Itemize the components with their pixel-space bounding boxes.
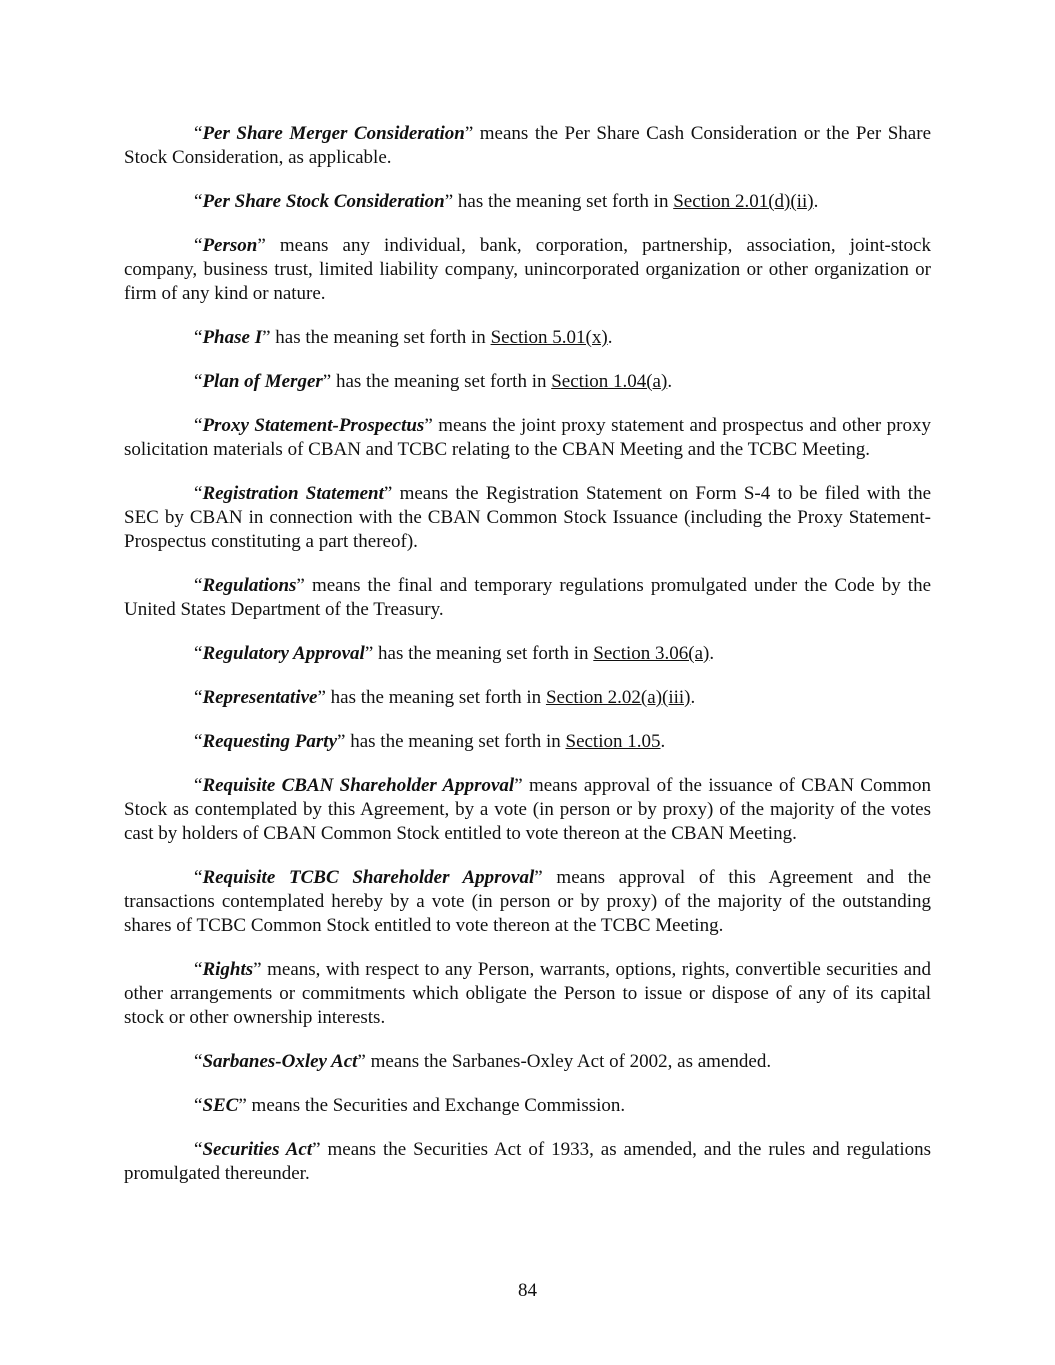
section-reference: Section 3.06(a) bbox=[593, 643, 710, 664]
defined-term: Sarbanes-Oxley Act bbox=[202, 1051, 358, 1072]
definition-paragraph: “Rights” means, with respect to any Person, warrants, options, rights, convertible securities and other arrangements or commitments which obligate the Person to issue or dispose of any of its capital stock or other ownership interests. bbox=[124, 959, 932, 1028]
defined-term: Per Share Stock Consideration bbox=[202, 191, 445, 212]
definition-paragraph: “Plan of Merger” has the meaning set forth in Section 1.04(a). bbox=[194, 371, 673, 392]
defined-term: Requisite TCBC Shareholder Approval bbox=[202, 867, 535, 888]
document-body bbox=[124, 122, 931, 1206]
definition-text: has the meaning set forth in bbox=[378, 643, 589, 664]
definition-text: has the meaning set forth in bbox=[457, 191, 669, 212]
definition-paragraph: “Proxy Statement-Prospectus” means the joint proxy statement and prospectus and other proxy solicitation materials of CBAN and TCBC relating to the CBAN Meeting and the TCBC Meeting. bbox=[124, 415, 931, 460]
definition-text: means any individual, bank, corporation, partnership, association, joint-stock company, business trust, limited liability company, unincorporated organization or other organization or firm of any kind or nature. bbox=[124, 235, 931, 304]
defined-term: Person bbox=[202, 235, 258, 256]
definition-text: means the Per Share Cash Consideration or the Per Share Stock Consideration, as applicable. bbox=[124, 123, 932, 168]
definition-paragraph: “Securities Act” means the Securities Act of 1933, as amended, and the rules and regulations promulgated thereunder. bbox=[124, 1139, 931, 1184]
section-reference: Section 2.02(a)(iii) bbox=[545, 687, 691, 708]
defined-term: Phase I bbox=[202, 327, 263, 348]
defined-term: Regulatory Approval bbox=[202, 643, 365, 664]
definition-paragraph: “SEC” means the Securities and Exchange Commission. bbox=[194, 1095, 626, 1116]
defined-term: Plan of Merger bbox=[202, 371, 323, 392]
definition-text: means the Securities and Exchange Commission. bbox=[251, 1095, 626, 1116]
definition-paragraph: “Phase I” has the meaning set forth in Section 5.01(x). bbox=[194, 327, 613, 348]
definition-text: means, with respect to any Person, warrants, options, rights, convertible securities and other arrangements or commitments which obligate the Person to issue or dispose of any of its capital stock or other ownership interests. bbox=[124, 959, 932, 1028]
defined-term: Representative bbox=[202, 687, 318, 708]
defined-term: Requesting Party bbox=[202, 731, 338, 752]
defined-term: Per Share Merger Consideration bbox=[202, 123, 465, 144]
defined-term: Regulations bbox=[202, 575, 297, 596]
definition-paragraph: “Per Share Merger Consideration” means the Per Share Cash Consideration or the Per Share Stock Consideration, as applicable. bbox=[124, 123, 932, 168]
definition-paragraph: “Per Share Stock Consideration” has the meaning set forth in Section 2.01(d)(ii). bbox=[194, 191, 819, 212]
definition-text: has the meaning set forth in bbox=[330, 687, 542, 708]
definition-paragraph: “Requisite TCBC Shareholder Approval” means approval of this Agreement and the transactions contemplated hereby by a vote (in person or by proxy) of the majority of the outstanding shares of TCBC Common Stock entitled to vote thereon at the TCBC Meeting. bbox=[124, 867, 932, 936]
definition-text: means the Registration Statement on Form S-4 to be filed with the SEC by CBAN in connection with the CBAN Common Stock Issuance (including the Proxy Statement-Prospectus constituting a part thereof). bbox=[124, 483, 931, 552]
definition-text: has the meaning set forth in bbox=[335, 371, 547, 392]
section-reference: Section 2.01(d)(ii) bbox=[673, 191, 814, 212]
definition-text: means approval of the issuance of CBAN Common Stock as contemplated by this Agreement, by a vote (in person or by proxy) of the majority of the votes cast by holders of CBAN Common Stock entitled to vote thereon at the CBAN Meeting. bbox=[124, 775, 931, 844]
section-reference: Section 5.01(x) bbox=[490, 327, 608, 348]
defined-term: SEC bbox=[202, 1095, 239, 1116]
definition-text: has the meaning set forth in bbox=[275, 327, 486, 348]
definition-text: means the Securities Act of 1933, as amended, and the rules and regulations promulgated thereunder. bbox=[124, 1139, 931, 1184]
definition-paragraph: “Regulatory Approval” has the meaning set forth in Section 3.06(a). bbox=[194, 643, 715, 664]
defined-term: Rights bbox=[202, 959, 254, 980]
definition-paragraph: “Sarbanes-Oxley Act” means the Sarbanes-Oxley Act of 2002, as amended. bbox=[194, 1051, 772, 1072]
defined-term: Requisite CBAN Shareholder Approval bbox=[202, 775, 515, 796]
definition-paragraph: “Requisite CBAN Shareholder Approval” means approval of the issuance of CBAN Common Stock as contemplated by this Agreement, by a vote (in person or by proxy) of the majority of the votes cast by holders of CBAN Common Stock entitled to vote thereon at the CBAN Meeting. bbox=[124, 775, 931, 844]
definition-text: has the meaning set forth in bbox=[350, 731, 561, 752]
section-reference: Section 1.05 bbox=[565, 731, 661, 752]
defined-term: Registration Statement bbox=[202, 483, 384, 504]
page-number: 84 bbox=[518, 1280, 537, 1301]
definition-paragraph: “Person” means any individual, bank, corporation, partnership, association, joint-stock company, business trust, limited liability company, unincorporated organization or other organization or firm of any kind or nature. bbox=[124, 235, 931, 304]
definition-text: means approval of this Agreement and the transactions contemplated hereby by a vote (in person or by proxy) of the majority of the outstanding shares of TCBC Common Stock entitled to vote thereon at the TCBC Meeting. bbox=[124, 867, 932, 936]
defined-term: Proxy Statement-Prospectus bbox=[202, 415, 425, 436]
definition-text: means the Sarbanes-Oxley Act of 2002, as amended. bbox=[370, 1051, 772, 1072]
definition-paragraph: “Representative” has the meaning set forth in Section 2.02(a)(iii). bbox=[194, 687, 696, 708]
defined-term: Securities Act bbox=[202, 1139, 313, 1160]
definition-text: means the final and temporary regulations promulgated under the Code by the United States Department of the Treasury. bbox=[124, 575, 932, 620]
definition-paragraph: “Regulations” means the final and temporary regulations promulgated under the Code by the United States Department of the Treasury. bbox=[124, 575, 932, 620]
section-reference: Section 1.04(a) bbox=[551, 371, 668, 392]
definition-paragraph: “Registration Statement” means the Registration Statement on Form S-4 to be filed with the SEC by CBAN in connection with the CBAN Common Stock Issuance (including the Proxy Statement-Prospectus constituting a part thereof). bbox=[124, 483, 931, 552]
definition-text: means the joint proxy statement and prospectus and other proxy solicitation materials of CBAN and TCBC relating to the CBAN Meeting and the TCBC Meeting. bbox=[124, 415, 931, 460]
definition-paragraph: “Requesting Party” has the meaning set forth in Section 1.05. bbox=[194, 731, 666, 752]
